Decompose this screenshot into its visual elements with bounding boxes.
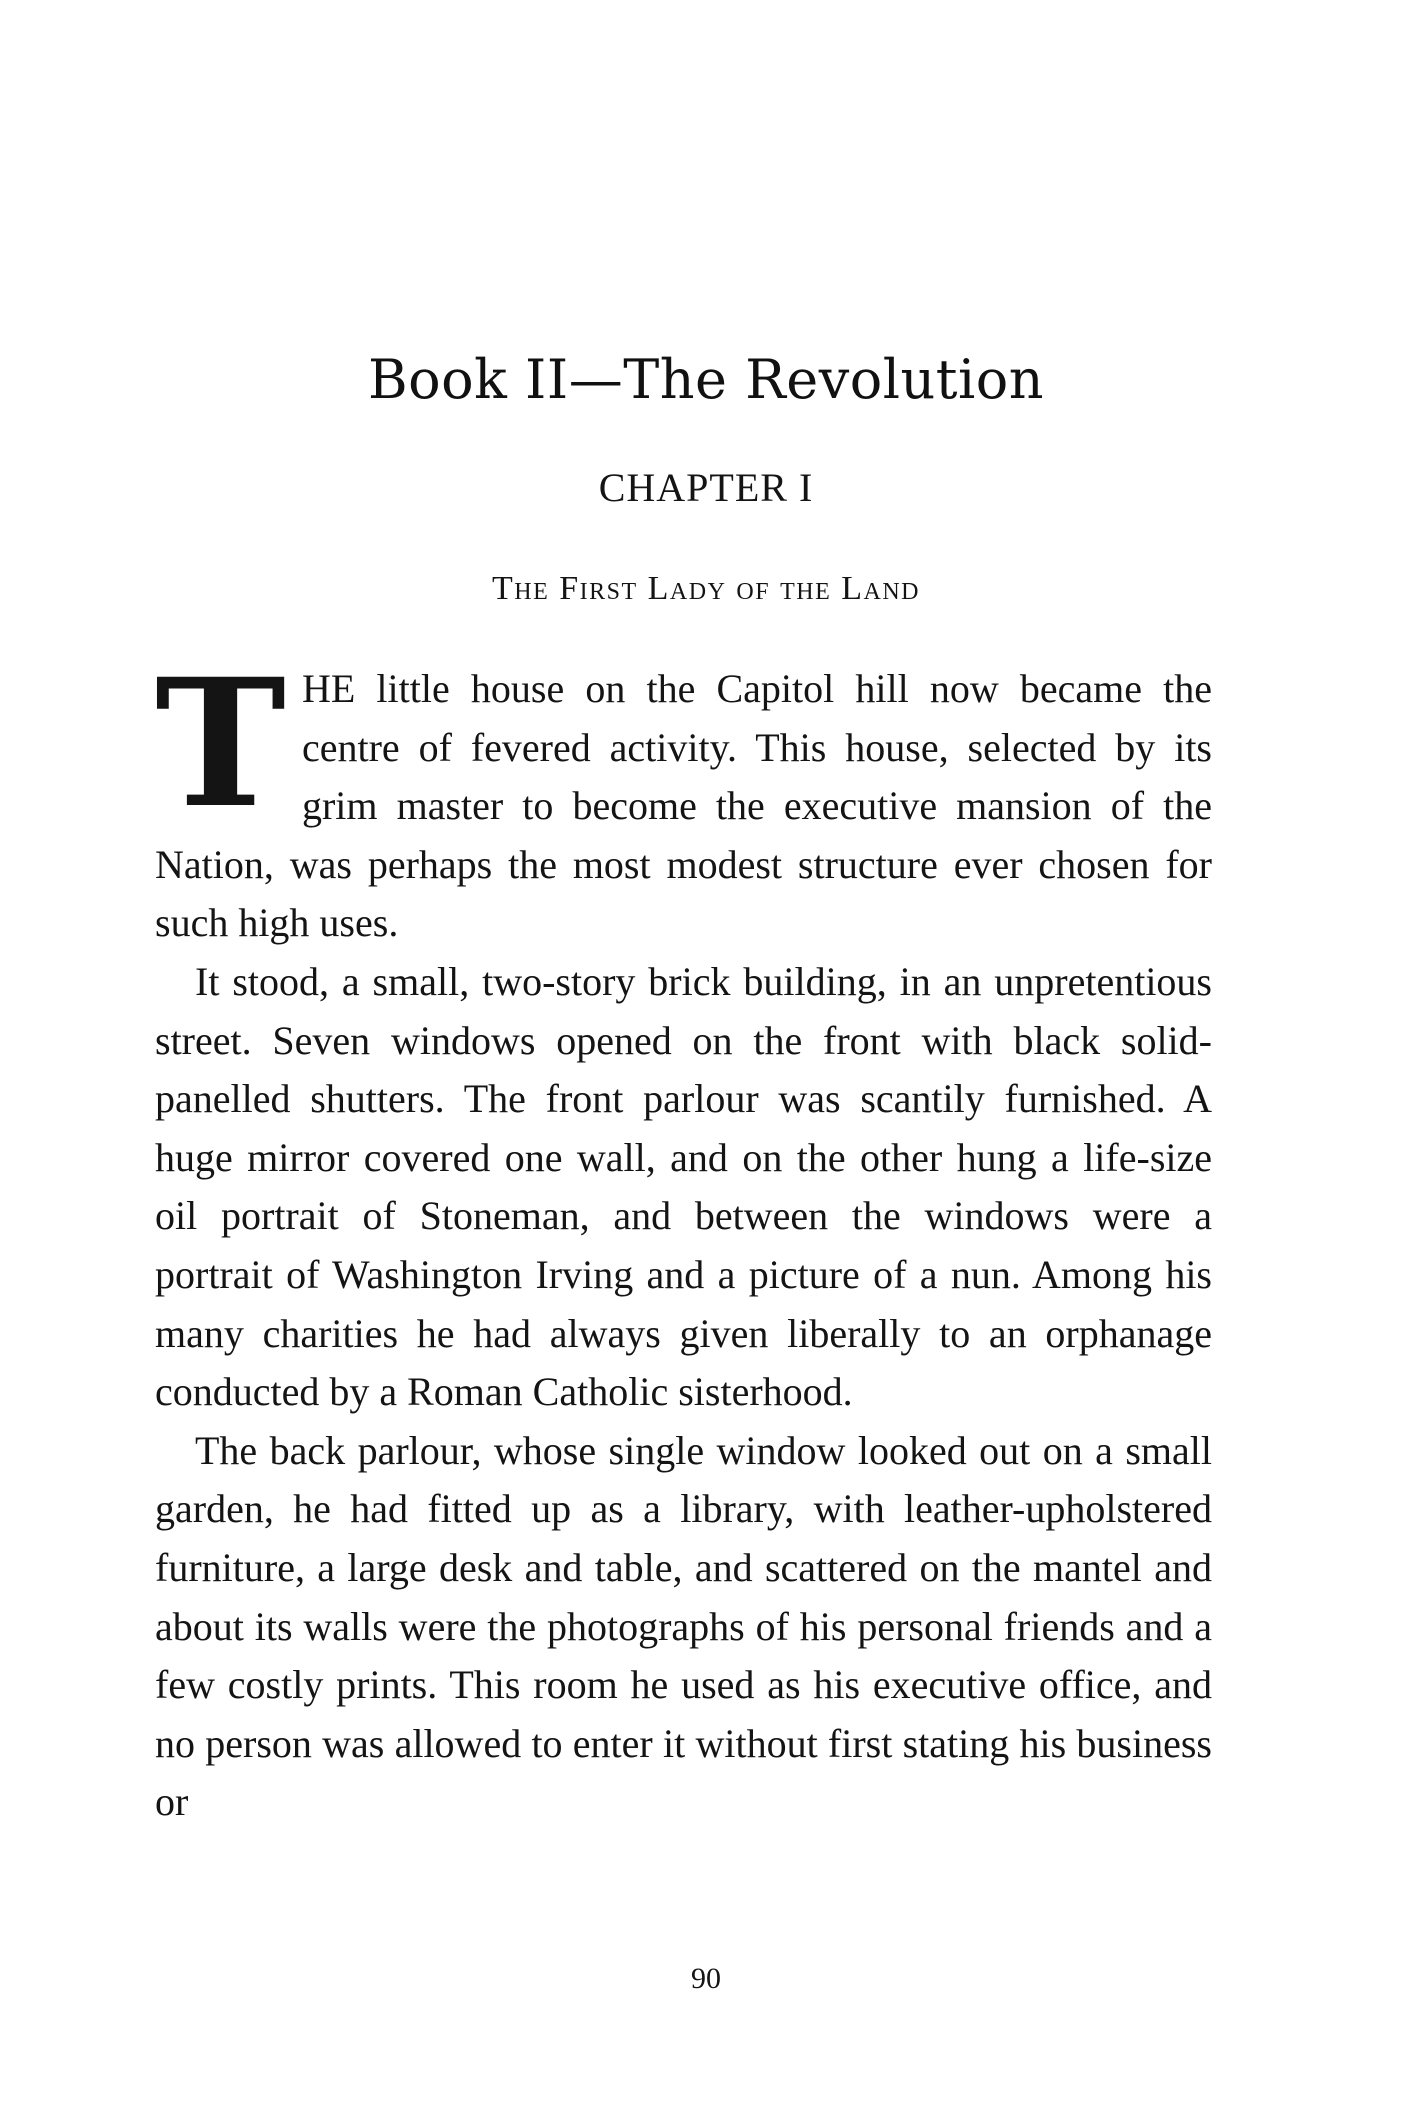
paragraph-3: The back parlour, whose single window looked out on a small garden, he had fitted up as a library, with leather-upholstered furniture, a large desk and table, and scattered on the mantel and about its walls were the photographs of his personal friends and a few costly prints. This room he used as his executive office, and no person was allowed to enter it without first stating his business or xyxy=(155,1427,1212,1825)
body-text xyxy=(155,640,1212,1832)
paragraph-1-text: HE little house on the Capitol hill now became the centre of fevered activity. This house, selected by its grim master to become the executive mansion of the Nation, was perhaps the most modest structure ever chosen for such high uses. xyxy=(155,666,1212,946)
page-number: 90 xyxy=(691,1962,721,1995)
paragraph-1 xyxy=(155,640,1212,953)
chapter-subtitle: The First Lady of the Land xyxy=(491,570,921,607)
paragraph-2: It stood, a small, two-story brick building, in an unpretentious street. Seven windows opened on the front with black solid-panelled shutters. The front parlour was scantily furnished. A huge mirror covered one wall, and on the other hung a life-size oil portrait of Stoneman, and between the windows were a portrait of Washington Irving and a picture of a nun. Among his many charities he had always given liberally to an orphanage conducted by a Roman Catholic sisterhood. xyxy=(155,958,1212,1415)
drop-cap: T xyxy=(155,640,286,847)
book-title: Book II—The Revolution xyxy=(367,348,1045,411)
chapter-heading: CHAPTER I xyxy=(598,465,814,510)
